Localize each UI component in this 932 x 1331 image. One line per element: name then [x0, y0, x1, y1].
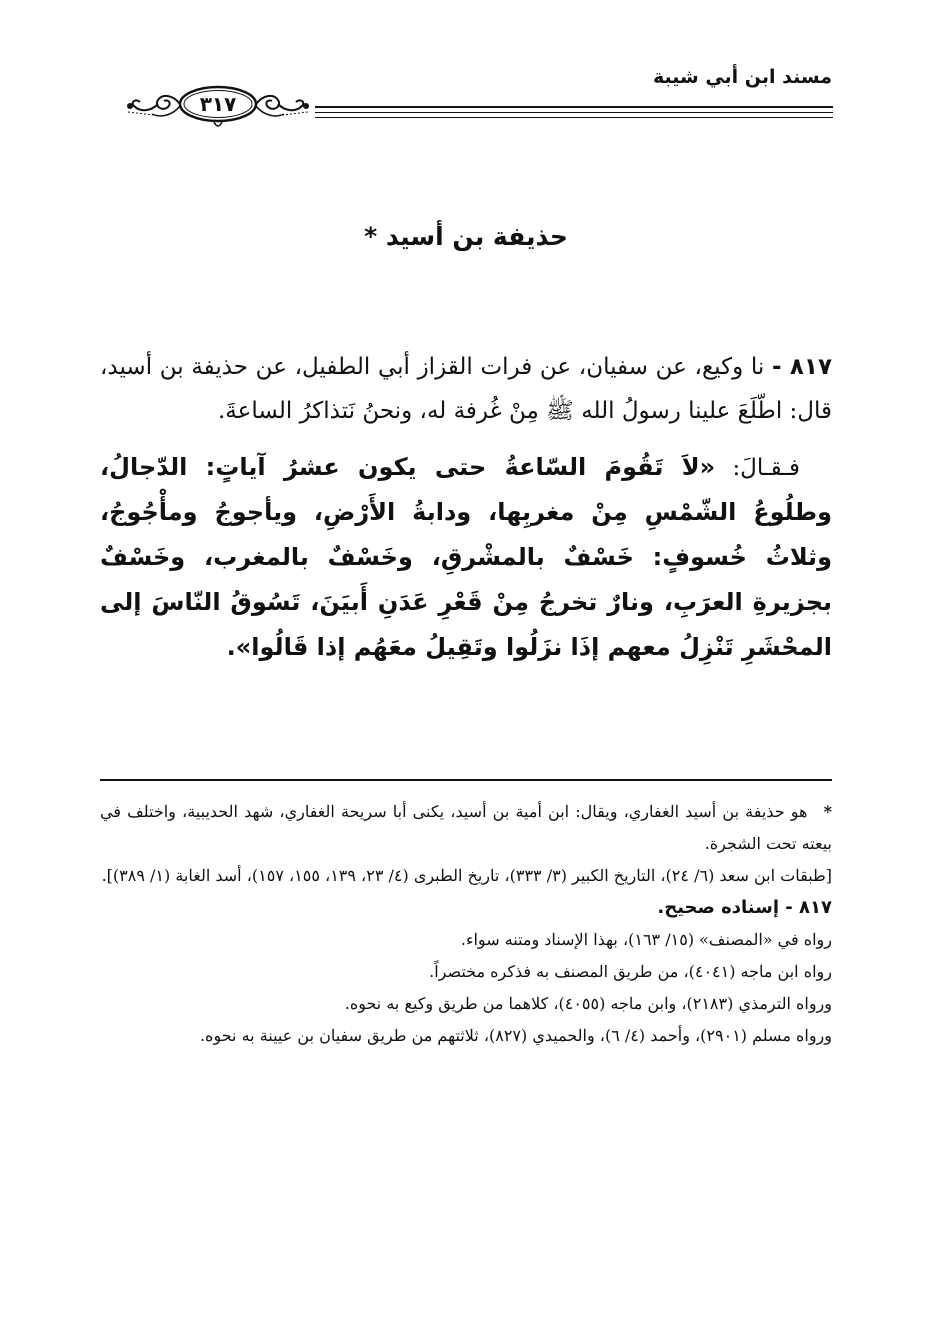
footnote-star: *	[823, 802, 832, 821]
footnote-line: ورواه الترمذي (٢١٨٣)، وابن ماجه (٤٠٥٥)، كلاهما من طريق وكيع به نحوه.	[344, 994, 832, 1013]
chapter-title: حذيفة بن أسيد *	[364, 222, 568, 251]
hadith-isnad: نا وكيع، عن سفيان، عن فرات القزاز أبي الطفيل، عن حذيفة بن أسيد، قال: اطّلَعَ علينا رسولُ الله ﷺ مِنْ غُرفة له، ونحنُ نَتذاكرُ الساعةَ.	[100, 354, 832, 424]
hadith-isnad-paragraph	[100, 345, 832, 433]
footnote-biography	[100, 796, 832, 860]
hadith-number: ٨١٧ -	[771, 354, 832, 380]
hadith-intro: فـقـالَ:	[732, 455, 801, 481]
footnote-biography-text: هو حذيفة بن أسيد الغفاري، ويقال: ابن أمية بن أسيد، يكنى أبا سريحة الغفاري، شهد الحديبية، واختلف في بيعته تحت الشجرة.	[100, 802, 832, 853]
running-header-book-title: مسند ابن أبي شيبة	[652, 66, 832, 88]
footnote-grade: ٨١٧ - إسناده صحيح.	[657, 897, 832, 918]
hadith-body	[100, 345, 832, 670]
hadith-matn: «لاَ تَقُومَ السّاعةُ حتى يكون عشرُ آياتٍ: الدّجالُ، وطلُوعُ الشّمْسِ مِنْ مغربِها، ودابةُ الأَرْضِ، ويأجوجُ ومأْجُوجُ، وثلاثُ خُسوفٍ: خَسْفٌ بالمشْرقِ، وخَسْفٌ بالمغرب، وخَسْفٌ بجزيرةِ العرَبِ، ونارٌ تخرجُ مِنْ قَعْرِ عَدَنِ أَبيَنَ، تَسُوقُ النّاسَ إلى المحْشَرِ تَنْزِلُ معهم إذَا نزَلُوا وتَقِيلُ معَهُم إذا قَالُوا».	[100, 453, 832, 661]
footnote-line: رواه ابن ماجه (٤٠٤١)، من طريق المصنف به فذكره مختصراً.	[429, 962, 832, 981]
footnotes	[100, 796, 832, 1052]
footnote-divider	[100, 779, 832, 781]
header-rule	[315, 112, 833, 113]
footnote-line: رواه في «المصنف» (١٥/ ١٦٣)، بهذا الإسناد ومتنه سواء.	[460, 930, 832, 949]
footnote-sources: [طبقات ابن سعد (٦/ ٢٤)، التاريخ الكبير (٣/ ٣٣٣)، تاريخ الطبرى (٤/ ٢٣، ١٣٩، ١٥٥، ١٥٧)، أسد الغابة (١/ ٣٨٩)].	[101, 866, 832, 885]
footnote-line: ورواه مسلم (٢٩٠١)، وأحمد (٤/ ٦)، والحميدي (٨٢٧)، ثلاثتهم من طريق سفيان بن عيينة به نحوه.	[199, 1026, 832, 1045]
header-rule	[315, 106, 833, 108]
hadith-matn-paragraph	[100, 445, 832, 670]
page-number: ٣١٧	[199, 92, 237, 116]
header-rule	[315, 117, 833, 118]
